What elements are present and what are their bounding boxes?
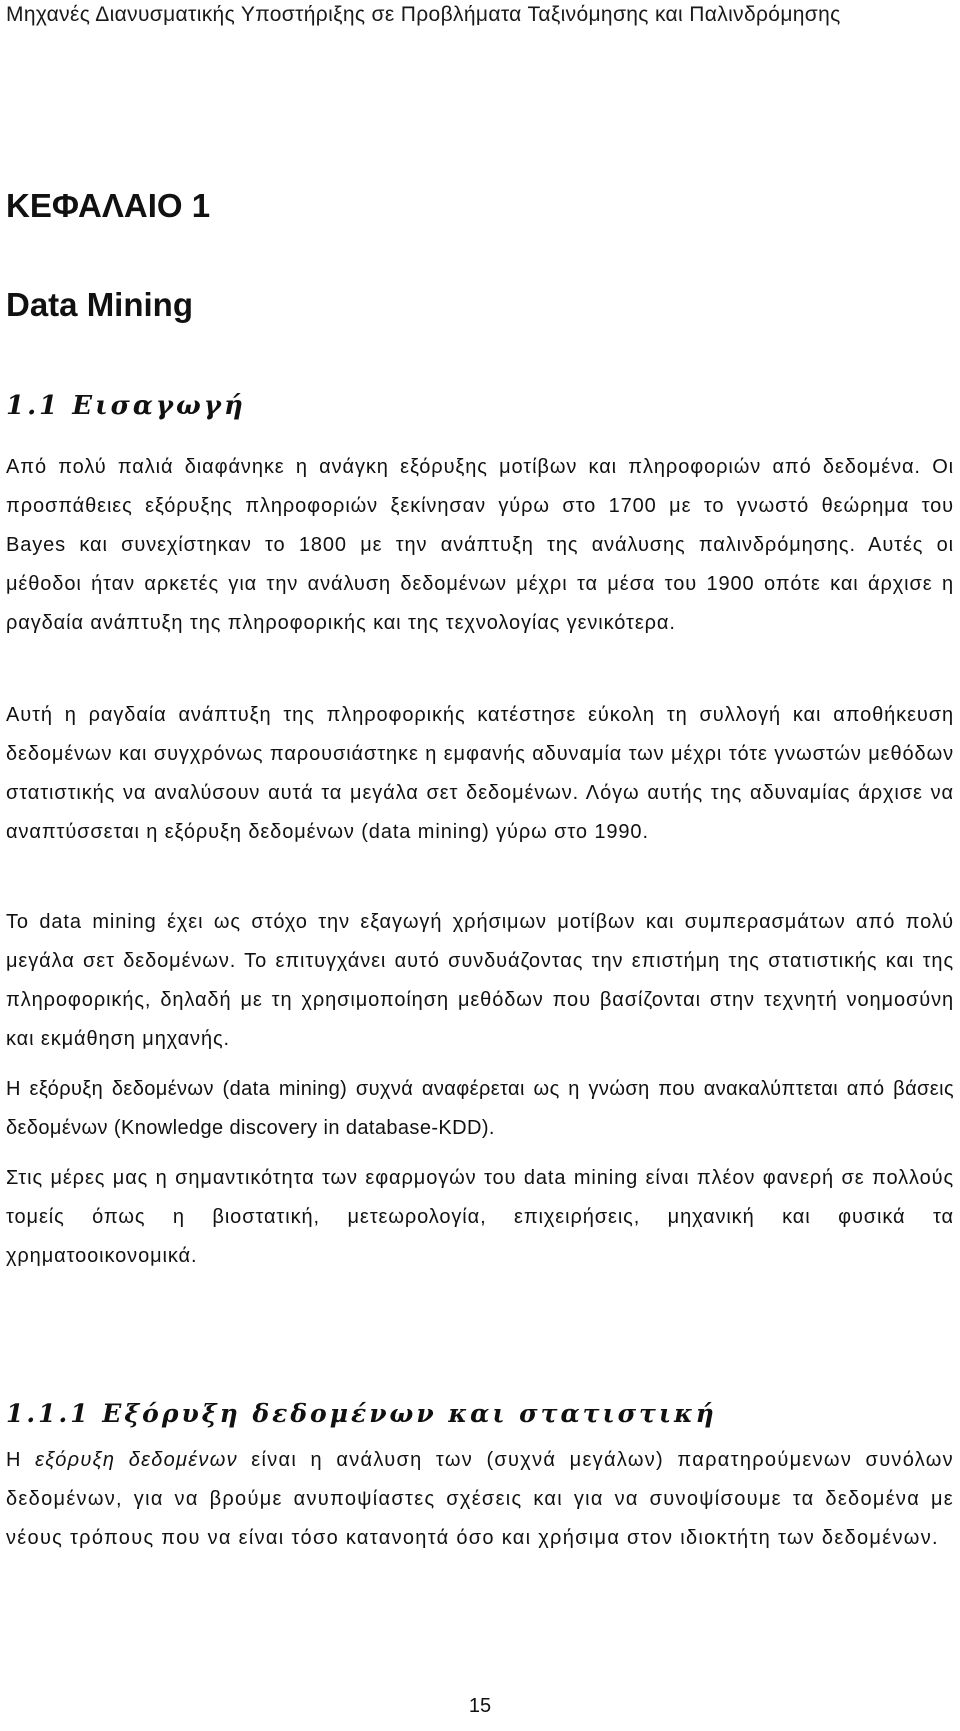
paragraph-kdd: Η εξόρυξη δεδομένων (data mining) συχνά αναφέρεται ως η γνώση που ανακαλύπτεται από βάσεις δεδομένων (Knowledge discovery in database-KDD). [6, 1078, 954, 1139]
subsection-heading: 1.1.1 Εξόρυξη δεδομένων και στατιστική [6, 1399, 717, 1428]
running-header: Μηχανές Διανυσματικής Υποστήριξης σε Προβλήματα Ταξινόμησης και Παλινδρόμησης [6, 3, 841, 26]
chapter-label: ΚΕΦΑΛΑΙΟ 1 [6, 187, 211, 224]
paragraph-goal: Το data mining έχει ως στόχο την εξαγωγή χρήσιμων μοτίβων και συμπερασμάτων από πολύ μεγάλα σετ δεδομένων. Το επιτυγχάνει αυτό συνδυάζοντας την επιστήμη της στατιστικής και της πληροφορικής, δηλαδή με τη χρησιμοποίηση μεθόδων που βασίζονται στην τεχνητή νοημοσύνη και εκμάθηση μηχανής. [6, 911, 954, 1050]
paragraph-applications: Στις μέρες μας η σημαντικότητα των εφαρμογών του data mining είναι πλέον φανερή σε πολλούς τομείς όπως η βιοστατική, μετεωρολογία, επιχειρήσεις, μηχανική και φυσικά τα χρηματοοικονομικά. [6, 1167, 954, 1267]
section-heading: 1.1 Εισαγωγή [6, 391, 246, 421]
paragraph-growth: Αυτή η ραγδαία ανάπτυξη της πληροφορικής κατέστησε εύκολη τη συλλογή και αποθήκευση δεδομένων και συγχρόνως παρουσιάστηκε η εμφανής αδυναμία των μέχρι τότε γνωστών μεθόδων στατιστικής να αναλύσουν αυτά τα μεγάλα σετ δεδομένων. Λόγω αυτής της αδυναμίας άρχισε να αναπτύσσεται η εξόρυξη δεδομένων (data mining) γύρω στο 1990. [6, 704, 954, 843]
page-number: 15 [468, 1695, 492, 1717]
definition-lead: Η [6, 1449, 36, 1471]
chapter-title: Data Mining [6, 286, 193, 323]
paragraph-intro: Από πολύ παλιά διαφάνηκε η ανάγκη εξόρυξης μοτίβων και πληροφοριών από δεδομένα. Οι προσπάθειες εξόρυξης πληροφοριών ξεκίνησαν γύρω στο 1700 με το γνωστό θεώρημα του Bayes και συνεχίστηκαν το 1800 με την ανάπτυξη της ανάλυσης παλινδρόμησης. Αυτές οι μέθοδοι ήταν αρκετές για την ανάλυση δεδομένων μέχρι τα μέσα του 1900 οπότε και άρχισε η ραγδαία ανάπτυξη της πληροφορικής και της τεχνολογίας γενικότερα. [6, 456, 954, 634]
paragraph-definition [6, 1441, 954, 1558]
definition-rest: είναι η ανάλυση των (συχνά μεγάλων) παρατηρούμενων συνόλων δεδομένων, για να βρούμε ανυποψίαστες σχέσεις και για να συνοψίσουμε τα δεδομένα με νέους τρόπους που να είναι τόσο κατανοητά όσο και χρήσιμα στον ιδιοκτήτη των δεδομένων. [6, 1449, 954, 1549]
definition-term: εξόρυξη δεδομένων [35, 1449, 238, 1471]
